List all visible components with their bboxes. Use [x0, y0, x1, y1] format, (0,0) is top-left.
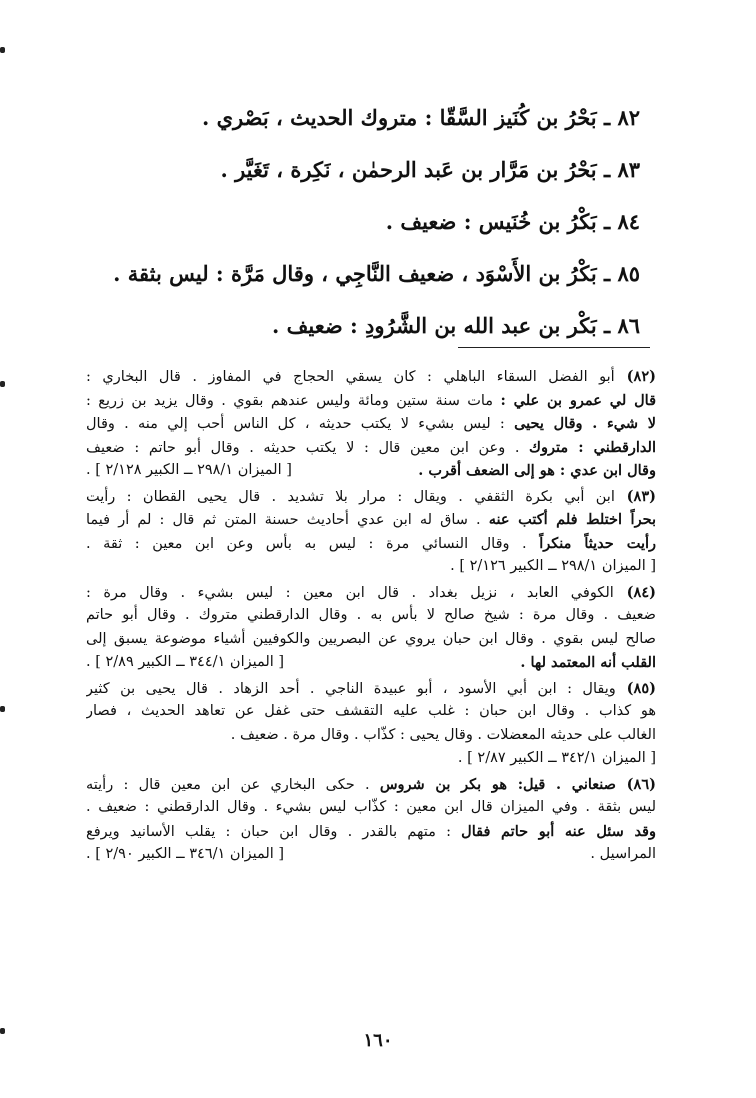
note-text: بحراً اختلط فلم أكتب عنه [488, 511, 656, 528]
note-text: وقد سئل عنه أبو حاتم فقال [461, 822, 656, 840]
note-text: المراسيل . [590, 846, 656, 862]
margin-mark [0, 47, 5, 53]
note-text: (٨٤) [613, 583, 656, 601]
footnote-line [86, 628, 656, 652]
footnotes [86, 365, 656, 869]
footnote-line [86, 773, 656, 797]
footnote-line [86, 555, 656, 579]
footnote [86, 485, 656, 579]
note-text: القلب أنه المعتمد لها . [520, 654, 656, 671]
footnote-line-text [590, 843, 656, 867]
footnote-line-text [418, 459, 656, 483]
note-text: . وعن ابن معين قال : لا يكتب حديثه . وقال أبو حاتم : ضعيف [86, 439, 530, 456]
entry-85: ٨٥ ـ بَكْرُ بن الأَسْوَد ، ضعيف النَّاجِي ، وقال مَرَّة : ليس بثقة . [113, 261, 640, 286]
margin-mark [0, 706, 5, 712]
note-text: صالح ليس بقوي . وقال ابن حبان يروي عن البصريين والكوفيين أشياء موضوعة يسبق إلى [86, 630, 656, 647]
footnote-line [86, 581, 656, 605]
note-text: رأيت حديثاً منكراً [539, 534, 656, 552]
note-text: قال لي عمرو بن علي : [500, 391, 656, 409]
note-text: الكوفي العابد ، نزيل بغداد . قال ابن معين : ليس بشيء . وقال مرة : [86, 584, 614, 601]
note-text: (٨٣) [614, 487, 656, 505]
footnote-line [86, 389, 656, 413]
footnote-line [86, 459, 656, 483]
footnote-line [86, 677, 656, 701]
note-text: [ الميزان ٣٤٢/١ ــ الكبير ٢/٨٧ ] . [457, 750, 656, 766]
note-text: . وقال النسائي مرة : ليس به بأس وعن ابن معين : ثقة . [86, 535, 540, 552]
note-text: هو كذاب . وقال ابن حبان : غلب عليه التقشف حتى غفل عن تعاهد الحديث ، فصار [86, 703, 656, 719]
note-text: ابن أبي بكرة الثقفي . ويقال : مرار بلا تشديد . قال يحيى القطان : رأيت [86, 488, 615, 505]
note-text: مات سنة ستين ومائة وليس عندهم بقوي . وقال يزيد بن زريع : [86, 392, 501, 409]
note-text: (٨٦) [615, 775, 656, 793]
footnote-line [86, 365, 656, 389]
footnote-line [86, 796, 656, 820]
source-reference [86, 459, 292, 483]
footnote-line [86, 436, 656, 460]
footnote-line [86, 485, 656, 509]
note-text: ويقال : ابن أبي الأسود ، أبو عبيدة الناجي . أحد الزهاد . قال يحيى بن كثير [86, 680, 616, 697]
note-text: (٨٥) [615, 679, 656, 697]
note-text: [ الميزان ٣٤٦/١ ــ الكبير ٢/٩٠ ] . [86, 846, 285, 862]
note-text: صنعاني . قيل: هو بكر بن شروس [379, 775, 616, 793]
footnote-line [86, 724, 656, 748]
footnote-line [86, 747, 656, 771]
footnote-line-text [520, 651, 656, 675]
note-text: وقال يحيى [514, 415, 583, 432]
note-text: الدارقطني : متروك [529, 438, 656, 456]
note-text: . حكى البخاري عن ابن معين قال : رأيته [86, 776, 380, 793]
entry-82: ٨٢ ـ بَحْرُ بن كُنَيز السَّقّا : متروك الحديث ، بَصْري . [201, 105, 640, 130]
margin-mark [0, 381, 5, 387]
note-text: وقال ابن عدي : هو إلى الضعف أقرب . [418, 462, 656, 479]
note-text: [ الميزان ٢٩٨/١ ــ الكبير ٢/١٢٨ ] . [86, 462, 292, 478]
footnote [86, 365, 656, 483]
footnote [86, 773, 656, 867]
footnote-separator [458, 347, 650, 348]
note-text: ليس بثقة . وفي الميزان قال ابن معين : كذّاب ليس بشيء . وقال الدارقطني : ضعيف . [86, 799, 656, 815]
footnote-line [86, 820, 656, 844]
note-text: لا شيء . [582, 415, 656, 432]
note-text: الغالب على حديثه المعضلات . وقال يحيى : كذّاب . وقال مرة . ضعيف . [230, 726, 656, 743]
footnote-line [86, 700, 656, 724]
footnote-line [86, 843, 656, 867]
note-text: : متهم بالقدر . وقال ابن حبان : يقلب الأسانيد ويرفع [86, 823, 462, 840]
note-text: : ليس بشيء لا يكتب حديثه ، كل الناس أحب إلي منه . وقال [86, 416, 515, 432]
footnote [86, 677, 656, 771]
footnote-line [86, 604, 656, 628]
footnote-line [86, 412, 656, 436]
entry-83: ٨٣ ـ بَحْرُ بن مَرَّار بن عَبد الرحمٰن ، نَكِرة ، تَغَيَّر . [220, 157, 640, 182]
source-reference [86, 843, 284, 867]
entry-list [80, 92, 640, 352]
footnote-line [86, 532, 656, 556]
note-text: ضعيف . وقال مرة : شيخ صالح لا بأس به . وقال الدارقطني متروك . وقال أبو حاتم [86, 607, 656, 623]
note-text: [ الميزان ٢٩٨/١ ــ الكبير ٢/١٢٦ ] . [450, 558, 656, 574]
footnote [86, 581, 656, 675]
footnote-line [86, 651, 656, 675]
footnote-line [86, 508, 656, 532]
entry-86: ٨٦ ـ بَكْر بن عبد الله بن الشَّرُودِ : ضعيف . [272, 313, 640, 338]
note-text: أبو الفضل السقاء الباهلي : كان يسقي الحجاج في المفاوز . قال البخاري : [86, 369, 615, 385]
page-number: ١٦٠ [363, 1030, 393, 1051]
note-text: . ساق له ابن عدي أحاديث حسنة المتن ثم قال : لم أر فيما [86, 512, 489, 528]
entry-84: ٨٤ ـ بَكْرُ بن خُنَيس : ضعيف . [385, 209, 640, 234]
source-reference [86, 651, 284, 675]
note-text: [ الميزان ٣٤٤/١ ــ الكبير ٢/٨٩ ] . [86, 654, 285, 670]
note-text: (٨٢) [614, 368, 656, 385]
